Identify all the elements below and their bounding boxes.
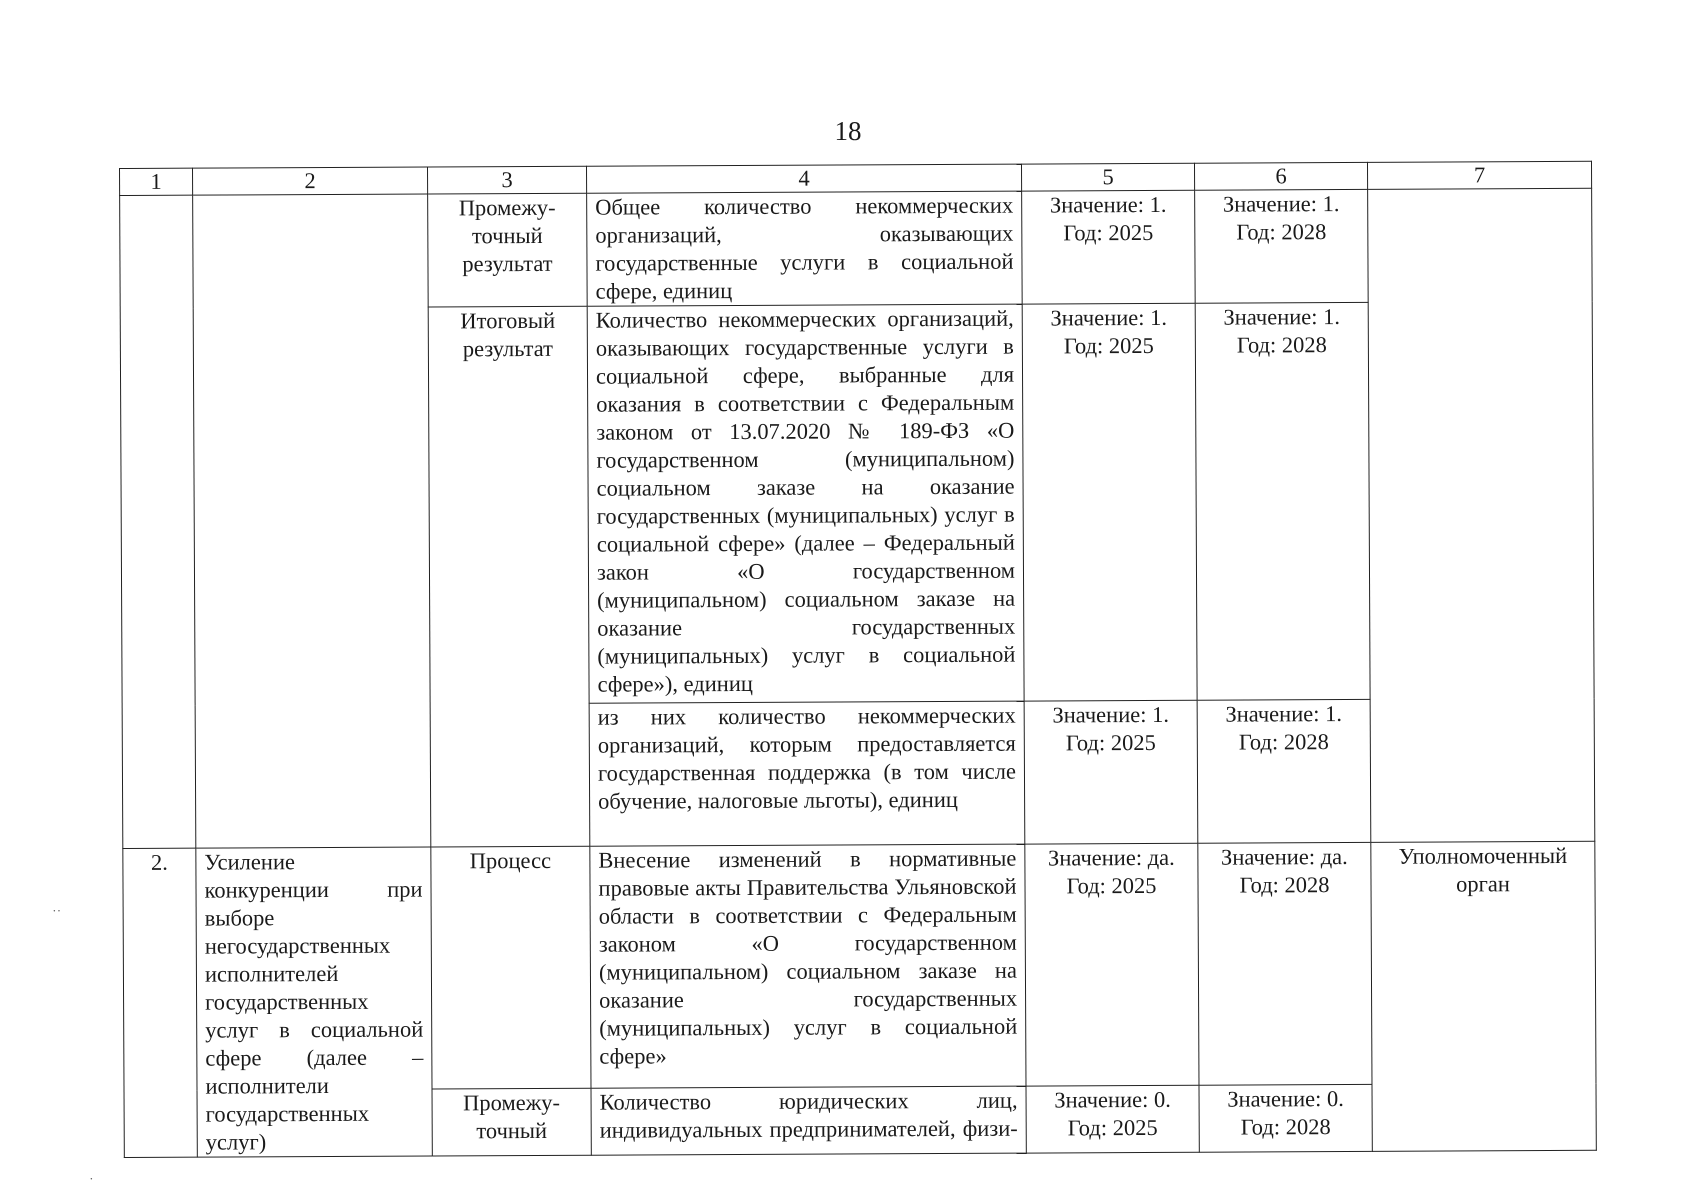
table-row xyxy=(120,188,1593,308)
target-value: Значение: да. Год: 2028 xyxy=(1198,842,1372,1085)
base-value: Значение: 1. Год: 2025 xyxy=(1024,700,1198,844)
result-type: Итоговый результат xyxy=(428,306,590,847)
col-header-7: 7 xyxy=(1367,161,1591,189)
item-number: 2. xyxy=(123,848,198,1157)
col-header-4: 4 xyxy=(586,164,1021,193)
result-type: Процесс xyxy=(431,846,591,1089)
col-header-6: 6 xyxy=(1194,162,1367,190)
task-cell xyxy=(193,194,431,848)
indicator-description: Количество юридических лиц, индивидуальных предпринимателей, физи- xyxy=(591,1086,1026,1155)
base-value: Значение: 1. Год: 2025 xyxy=(1022,190,1196,304)
task-description: Усиление конкуренции при выборе негосударственных исполнителей государственных услуг в социальной сфере (далее – исполнители государственных услуг) xyxy=(196,847,433,1157)
base-value: Значение: 1. Год: 2025 xyxy=(1022,303,1197,701)
target-value: Значение: 1. Год: 2028 xyxy=(1195,189,1369,303)
indicator-description: из них количество некоммерческих организаций, которым предоставляется государственная поддержка (в том числе обучение, налоговые льготы), единиц xyxy=(589,701,1025,846)
target-value: Значение: 1. Год: 2028 xyxy=(1195,302,1370,700)
base-value: Значение: 0. Год: 2025 xyxy=(1026,1085,1199,1153)
col-header-1: 1 xyxy=(120,168,193,195)
page-number: 18 xyxy=(834,116,862,146)
responsible-body: Уполномоченный орган xyxy=(1371,841,1597,1151)
scan-speck: ˙˙ xyxy=(52,908,62,923)
responsible-cell xyxy=(1368,188,1595,842)
target-value: Значение: 0. Год: 2028 xyxy=(1199,1085,1372,1153)
target-value: Значение: 1. Год: 2028 xyxy=(1197,699,1371,843)
number-cell xyxy=(120,195,196,848)
result-type: Промежу- точный xyxy=(432,1088,591,1156)
indicator-description: Общее количество некоммерческих организаций, оказывающих государственные услуги в социальной сфере, единиц xyxy=(587,191,1023,306)
base-value: Значение: да. Год: 2025 xyxy=(1025,843,1199,1086)
table-row xyxy=(123,841,1596,1090)
indicator-description: Внесение изменений в нормативные правовые акты Правительства Ульяновской области в соответствии с Федеральным законом «О государственном (муниципальном) социальном заказе на оказание государственных (муниципальных) услуг в социальной сфере» xyxy=(590,844,1026,1088)
col-header-2: 2 xyxy=(193,167,428,195)
col-header-5: 5 xyxy=(1021,163,1194,191)
indicator-description: Количество некоммерческих организаций, оказывающих государственные услуги в социальной сфере, выбранные для оказания в соответствии с Федеральным законом от 13.07.2020 № 189-ФЗ «О государственном (муниципальном) социальном заказе на оказание государственных (муниципальных) услуг в социальной сфере» (далее – Федеральный закон «О государственном (муниципальном) социальном заказе на оказание государственных (муниципальных) услуг в социальной сфере»), единиц xyxy=(587,304,1024,703)
result-type: Промежу- точный результат xyxy=(428,193,588,307)
measures-table xyxy=(119,161,1597,1158)
col-header-3: 3 xyxy=(427,166,586,194)
scan-speck: ˙ xyxy=(89,1176,94,1191)
